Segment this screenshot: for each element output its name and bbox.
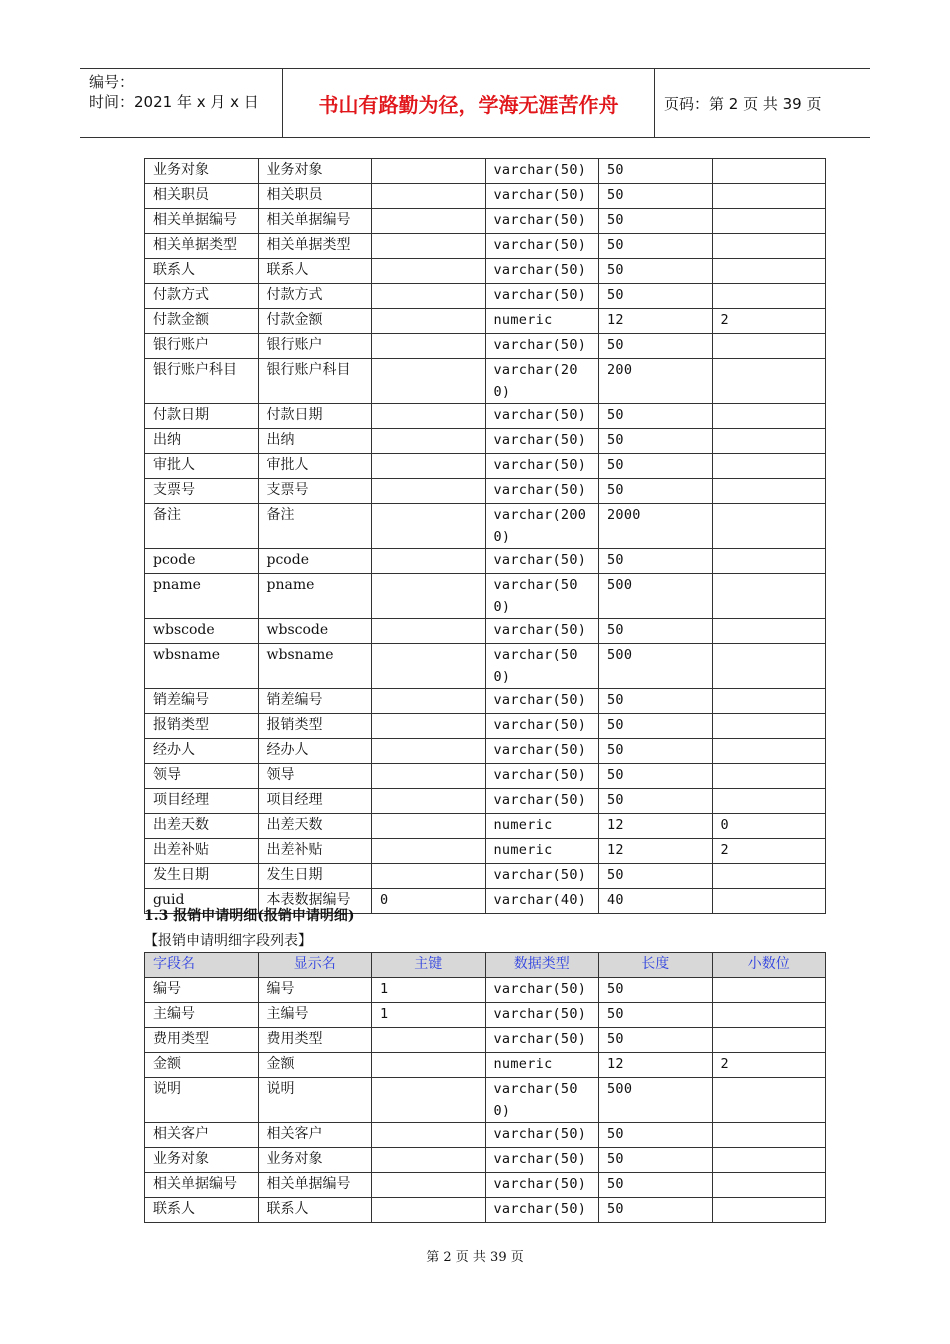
table-cell: varchar(50) bbox=[485, 689, 599, 714]
table-cell bbox=[372, 1148, 486, 1173]
table-cell: 50 bbox=[599, 1198, 713, 1223]
table-cell bbox=[712, 479, 826, 504]
table-cell: 银行账户 bbox=[258, 334, 372, 359]
table-cell: 出差天数 bbox=[145, 814, 259, 839]
table-cell: 相关职员 bbox=[145, 184, 259, 209]
table-cell: varchar(50) bbox=[485, 284, 599, 309]
table-cell: 50 bbox=[599, 714, 713, 739]
table-row bbox=[145, 689, 826, 714]
table-cell: 12 bbox=[599, 839, 713, 864]
table-cell: varchar(500) bbox=[485, 644, 599, 689]
table-cell: 联系人 bbox=[258, 1198, 372, 1223]
table-cell: 40 bbox=[599, 889, 713, 914]
table-cell: 相关单据类型 bbox=[258, 234, 372, 259]
column-header: 显示名 bbox=[258, 953, 372, 978]
table-cell: varchar(50) bbox=[485, 739, 599, 764]
table-cell: 主编号 bbox=[258, 1003, 372, 1028]
table-row bbox=[145, 814, 826, 839]
column-header: 字段名 bbox=[145, 953, 259, 978]
table-cell bbox=[712, 1148, 826, 1173]
table-cell: 项目经理 bbox=[145, 789, 259, 814]
table-cell: 付款方式 bbox=[145, 284, 259, 309]
table-cell bbox=[712, 1003, 826, 1028]
table-cell bbox=[372, 429, 486, 454]
table-cell bbox=[372, 574, 486, 619]
table-cell: varchar(50) bbox=[485, 978, 599, 1003]
table-cell: pcode bbox=[145, 549, 259, 574]
table-cell bbox=[372, 814, 486, 839]
table-row bbox=[145, 1148, 826, 1173]
table-row bbox=[145, 1003, 826, 1028]
table-cell: 支票号 bbox=[258, 479, 372, 504]
table-cell bbox=[712, 789, 826, 814]
table-cell bbox=[712, 429, 826, 454]
table-cell: varchar(50) bbox=[485, 479, 599, 504]
table-cell: 费用类型 bbox=[145, 1028, 259, 1053]
table-cell: varchar(50) bbox=[485, 789, 599, 814]
table-cell: 主编号 bbox=[145, 1003, 259, 1028]
table-cell: 领导 bbox=[258, 764, 372, 789]
table-cell bbox=[712, 1173, 826, 1198]
table-cell: 发生日期 bbox=[145, 864, 259, 889]
table-cell: 业务对象 bbox=[258, 1148, 372, 1173]
table-cell: 50 bbox=[599, 689, 713, 714]
table-cell bbox=[372, 234, 486, 259]
table-cell: 本表数据编号 bbox=[258, 889, 372, 914]
table-cell bbox=[712, 644, 826, 689]
table-cell: varchar(40) bbox=[485, 889, 599, 914]
table-cell bbox=[372, 284, 486, 309]
table-cell: 相关职员 bbox=[258, 184, 372, 209]
table-cell bbox=[372, 619, 486, 644]
table-cell bbox=[712, 184, 826, 209]
table-cell: 付款金额 bbox=[145, 309, 259, 334]
table-cell bbox=[372, 1198, 486, 1223]
table-cell: 2 bbox=[712, 839, 826, 864]
fields-table-continued bbox=[144, 158, 826, 914]
table-row bbox=[145, 404, 826, 429]
table-row bbox=[145, 259, 826, 284]
table-row bbox=[145, 1123, 826, 1148]
table-row bbox=[145, 454, 826, 479]
table-cell bbox=[372, 739, 486, 764]
table-cell: 50 bbox=[599, 789, 713, 814]
table-cell bbox=[372, 789, 486, 814]
table-cell: varchar(50) bbox=[485, 1003, 599, 1028]
number-label: 编号： bbox=[89, 73, 135, 91]
table-cell bbox=[712, 359, 826, 404]
table-cell: guid bbox=[145, 889, 259, 914]
table-cell bbox=[712, 689, 826, 714]
table-cell: 50 bbox=[599, 404, 713, 429]
section-title: 1.3 报销申请明细(报销申请明细) bbox=[144, 908, 355, 924]
table-cell bbox=[372, 359, 486, 404]
table-cell: 500 bbox=[599, 574, 713, 619]
table-cell: varchar(50) bbox=[485, 1173, 599, 1198]
table-cell: 相关单据类型 bbox=[145, 234, 259, 259]
table-cell: 1 bbox=[372, 978, 486, 1003]
table-cell: 销差编号 bbox=[258, 689, 372, 714]
table-cell: pname bbox=[258, 574, 372, 619]
table-cell bbox=[372, 334, 486, 359]
table-cell: 50 bbox=[599, 764, 713, 789]
table-cell: 50 bbox=[599, 1003, 713, 1028]
table-cell bbox=[712, 978, 826, 1003]
column-header: 长度 bbox=[599, 953, 713, 978]
table-cell: 50 bbox=[599, 259, 713, 284]
table-cell: 2 bbox=[712, 1053, 826, 1078]
table-cell bbox=[712, 549, 826, 574]
table-cell: varchar(50) bbox=[485, 334, 599, 359]
table-cell: 说明 bbox=[145, 1078, 259, 1123]
table-cell: 2 bbox=[712, 309, 826, 334]
table-cell bbox=[712, 504, 826, 549]
table-cell: varchar(50) bbox=[485, 429, 599, 454]
section-subtitle: 【报销申请明细字段列表】 bbox=[144, 933, 312, 949]
table-cell: varchar(50) bbox=[485, 619, 599, 644]
table-cell: varchar(50) bbox=[485, 764, 599, 789]
table-row bbox=[145, 1078, 826, 1123]
table-cell: 银行账户科目 bbox=[258, 359, 372, 404]
table-cell: 业务对象 bbox=[258, 159, 372, 184]
table-cell: 金额 bbox=[145, 1053, 259, 1078]
table-cell bbox=[712, 739, 826, 764]
table-cell bbox=[712, 714, 826, 739]
table-cell: 业务对象 bbox=[145, 159, 259, 184]
table-cell: 0 bbox=[372, 889, 486, 914]
table-cell: 联系人 bbox=[145, 259, 259, 284]
table-cell bbox=[372, 714, 486, 739]
table-cell: 备注 bbox=[258, 504, 372, 549]
table-cell: 12 bbox=[599, 1053, 713, 1078]
table-cell: 0 bbox=[712, 814, 826, 839]
table-cell: 编号 bbox=[258, 978, 372, 1003]
table-cell bbox=[372, 1028, 486, 1053]
table-cell: 50 bbox=[599, 619, 713, 644]
table-cell: numeric bbox=[485, 839, 599, 864]
table-cell: varchar(50) bbox=[485, 864, 599, 889]
table-cell: varchar(50) bbox=[485, 159, 599, 184]
table-cell: 领导 bbox=[145, 764, 259, 789]
table-cell: 付款金额 bbox=[258, 309, 372, 334]
table-cell: 50 bbox=[599, 454, 713, 479]
table-row bbox=[145, 479, 826, 504]
table-cell bbox=[372, 1053, 486, 1078]
table-cell bbox=[372, 454, 486, 479]
table-cell bbox=[372, 159, 486, 184]
table-cell: 12 bbox=[599, 309, 713, 334]
table-cell: 50 bbox=[599, 209, 713, 234]
table-cell: 50 bbox=[599, 429, 713, 454]
table-cell: 说明 bbox=[258, 1078, 372, 1123]
table-row bbox=[145, 714, 826, 739]
table-cell bbox=[372, 404, 486, 429]
table-cell: 50 bbox=[599, 334, 713, 359]
table-cell: 出差补贴 bbox=[145, 839, 259, 864]
table-cell: 支票号 bbox=[145, 479, 259, 504]
table-cell: varchar(50) bbox=[485, 1028, 599, 1053]
table-cell bbox=[712, 404, 826, 429]
table-cell: 业务对象 bbox=[145, 1148, 259, 1173]
table-cell: 项目经理 bbox=[258, 789, 372, 814]
table-cell: varchar(50) bbox=[485, 1148, 599, 1173]
column-header: 小数位 bbox=[712, 953, 826, 978]
table-cell: varchar(50) bbox=[485, 714, 599, 739]
table-cell bbox=[712, 619, 826, 644]
table-cell bbox=[372, 184, 486, 209]
table-cell: 备注 bbox=[145, 504, 259, 549]
header-meta bbox=[80, 69, 283, 137]
table-cell bbox=[372, 644, 486, 689]
table-cell bbox=[712, 1078, 826, 1123]
table-cell: 50 bbox=[599, 234, 713, 259]
table-cell: 付款日期 bbox=[258, 404, 372, 429]
table-cell bbox=[712, 1123, 826, 1148]
table-row bbox=[145, 1173, 826, 1198]
table-cell: 审批人 bbox=[258, 454, 372, 479]
table-cell: varchar(50) bbox=[485, 1123, 599, 1148]
table-cell bbox=[712, 209, 826, 234]
table-cell bbox=[372, 1123, 486, 1148]
column-header: 数据类型 bbox=[485, 953, 599, 978]
table-cell: varchar(2000) bbox=[485, 504, 599, 549]
table-header-row bbox=[145, 953, 826, 978]
table-cell: 相关客户 bbox=[258, 1123, 372, 1148]
table-row bbox=[145, 764, 826, 789]
table-row bbox=[145, 234, 826, 259]
table-cell: varchar(500) bbox=[485, 574, 599, 619]
table-cell: 相关单据编号 bbox=[145, 209, 259, 234]
table-cell bbox=[372, 549, 486, 574]
table-cell: 金额 bbox=[258, 1053, 372, 1078]
table-cell: wbsname bbox=[145, 644, 259, 689]
table-cell bbox=[372, 309, 486, 334]
table-row bbox=[145, 209, 826, 234]
table-cell: 付款日期 bbox=[145, 404, 259, 429]
table-cell bbox=[712, 1198, 826, 1223]
page-header bbox=[80, 68, 870, 138]
table-cell: 50 bbox=[599, 159, 713, 184]
table-cell: 相关单据编号 bbox=[145, 1173, 259, 1198]
table-row bbox=[145, 334, 826, 359]
table-cell: 50 bbox=[599, 1148, 713, 1173]
table-cell bbox=[712, 259, 826, 284]
table-row bbox=[145, 839, 826, 864]
table-cell: 发生日期 bbox=[258, 864, 372, 889]
table-cell bbox=[372, 839, 486, 864]
table-cell bbox=[712, 574, 826, 619]
table-cell bbox=[372, 504, 486, 549]
header-motto: 书山有路勤为径，学海无涯苦作舟 bbox=[283, 69, 655, 137]
table-cell: 50 bbox=[599, 978, 713, 1003]
table-cell bbox=[712, 284, 826, 309]
table-cell: 经办人 bbox=[258, 739, 372, 764]
table-cell: 相关客户 bbox=[145, 1123, 259, 1148]
header-page-info: 页码：第 2 页 共 39 页 bbox=[664, 95, 822, 113]
table-cell: varchar(50) bbox=[485, 234, 599, 259]
table-cell: 出差天数 bbox=[258, 814, 372, 839]
table-cell: 付款方式 bbox=[258, 284, 372, 309]
table-cell: 审批人 bbox=[145, 454, 259, 479]
table-row bbox=[145, 184, 826, 209]
table-cell bbox=[372, 864, 486, 889]
table-cell: 报销类型 bbox=[258, 714, 372, 739]
table-cell: numeric bbox=[485, 814, 599, 839]
table-cell: 报销类型 bbox=[145, 714, 259, 739]
table-cell bbox=[712, 454, 826, 479]
table-cell: 银行账户科目 bbox=[145, 359, 259, 404]
table-cell: varchar(50) bbox=[485, 259, 599, 284]
table-cell: varchar(50) bbox=[485, 454, 599, 479]
table-cell: 50 bbox=[599, 864, 713, 889]
table-cell: 50 bbox=[599, 739, 713, 764]
table-cell: varchar(50) bbox=[485, 184, 599, 209]
table-cell: wbsname bbox=[258, 644, 372, 689]
table-cell: 200 bbox=[599, 359, 713, 404]
table-cell: 联系人 bbox=[145, 1198, 259, 1223]
table-cell: 500 bbox=[599, 1078, 713, 1123]
table-cell: 销差编号 bbox=[145, 689, 259, 714]
table-cell bbox=[372, 689, 486, 714]
table-row bbox=[145, 284, 826, 309]
table-cell: 1 bbox=[372, 1003, 486, 1028]
table-row bbox=[145, 549, 826, 574]
table-cell: varchar(50) bbox=[485, 404, 599, 429]
table-cell: 出纳 bbox=[145, 429, 259, 454]
table-cell: varchar(50) bbox=[485, 1198, 599, 1223]
table-cell: 经办人 bbox=[145, 739, 259, 764]
table-row bbox=[145, 429, 826, 454]
table-cell: 费用类型 bbox=[258, 1028, 372, 1053]
table-cell: 50 bbox=[599, 184, 713, 209]
table-row bbox=[145, 978, 826, 1003]
table-cell: pcode bbox=[258, 549, 372, 574]
table-cell bbox=[712, 764, 826, 789]
table-cell: pname bbox=[145, 574, 259, 619]
table-row bbox=[145, 1198, 826, 1223]
table-cell: 2000 bbox=[599, 504, 713, 549]
table-cell: 相关单据编号 bbox=[258, 1173, 372, 1198]
table-cell: wbscode bbox=[145, 619, 259, 644]
table-row bbox=[145, 159, 826, 184]
table-row bbox=[145, 644, 826, 689]
table-row bbox=[145, 739, 826, 764]
table-cell: 500 bbox=[599, 644, 713, 689]
table-row bbox=[145, 1053, 826, 1078]
table-cell bbox=[712, 889, 826, 914]
table-row bbox=[145, 574, 826, 619]
table-cell: 联系人 bbox=[258, 259, 372, 284]
table-cell: 50 bbox=[599, 284, 713, 309]
table-row bbox=[145, 1028, 826, 1053]
table-row bbox=[145, 864, 826, 889]
table-cell: 12 bbox=[599, 814, 713, 839]
table-cell: varchar(50) bbox=[485, 209, 599, 234]
table-cell bbox=[712, 864, 826, 889]
table-cell: 50 bbox=[599, 479, 713, 504]
table-cell bbox=[372, 1173, 486, 1198]
table-row bbox=[145, 619, 826, 644]
table-cell: wbscode bbox=[258, 619, 372, 644]
table-cell bbox=[372, 764, 486, 789]
table-cell bbox=[712, 234, 826, 259]
table-cell: 相关单据编号 bbox=[258, 209, 372, 234]
table-cell: 出纳 bbox=[258, 429, 372, 454]
table-cell bbox=[372, 259, 486, 284]
table-cell: 50 bbox=[599, 1123, 713, 1148]
table-cell bbox=[712, 159, 826, 184]
table-cell bbox=[372, 209, 486, 234]
table-cell bbox=[712, 334, 826, 359]
table-row bbox=[145, 504, 826, 549]
time-label: 时间：2021 年 x 月 x 日 bbox=[89, 93, 259, 111]
table-cell: 50 bbox=[599, 1028, 713, 1053]
table-cell bbox=[372, 1078, 486, 1123]
table-cell: varchar(500) bbox=[485, 1078, 599, 1123]
column-header: 主键 bbox=[372, 953, 486, 978]
table-cell: 编号 bbox=[145, 978, 259, 1003]
table-row bbox=[145, 309, 826, 334]
table-cell bbox=[712, 1028, 826, 1053]
expense-detail-fields-table bbox=[144, 952, 826, 1223]
table-cell: numeric bbox=[485, 1053, 599, 1078]
table-cell: varchar(50) bbox=[485, 549, 599, 574]
table-cell: 50 bbox=[599, 549, 713, 574]
table-cell: numeric bbox=[485, 309, 599, 334]
table-cell: varchar(200) bbox=[485, 359, 599, 404]
table-cell: 50 bbox=[599, 1173, 713, 1198]
table-cell: 出差补贴 bbox=[258, 839, 372, 864]
table-cell: 银行账户 bbox=[145, 334, 259, 359]
page-footer: 第 2 页 共 39 页 bbox=[426, 1250, 524, 1265]
table-row bbox=[145, 789, 826, 814]
table-cell bbox=[372, 479, 486, 504]
table-row bbox=[145, 359, 826, 404]
